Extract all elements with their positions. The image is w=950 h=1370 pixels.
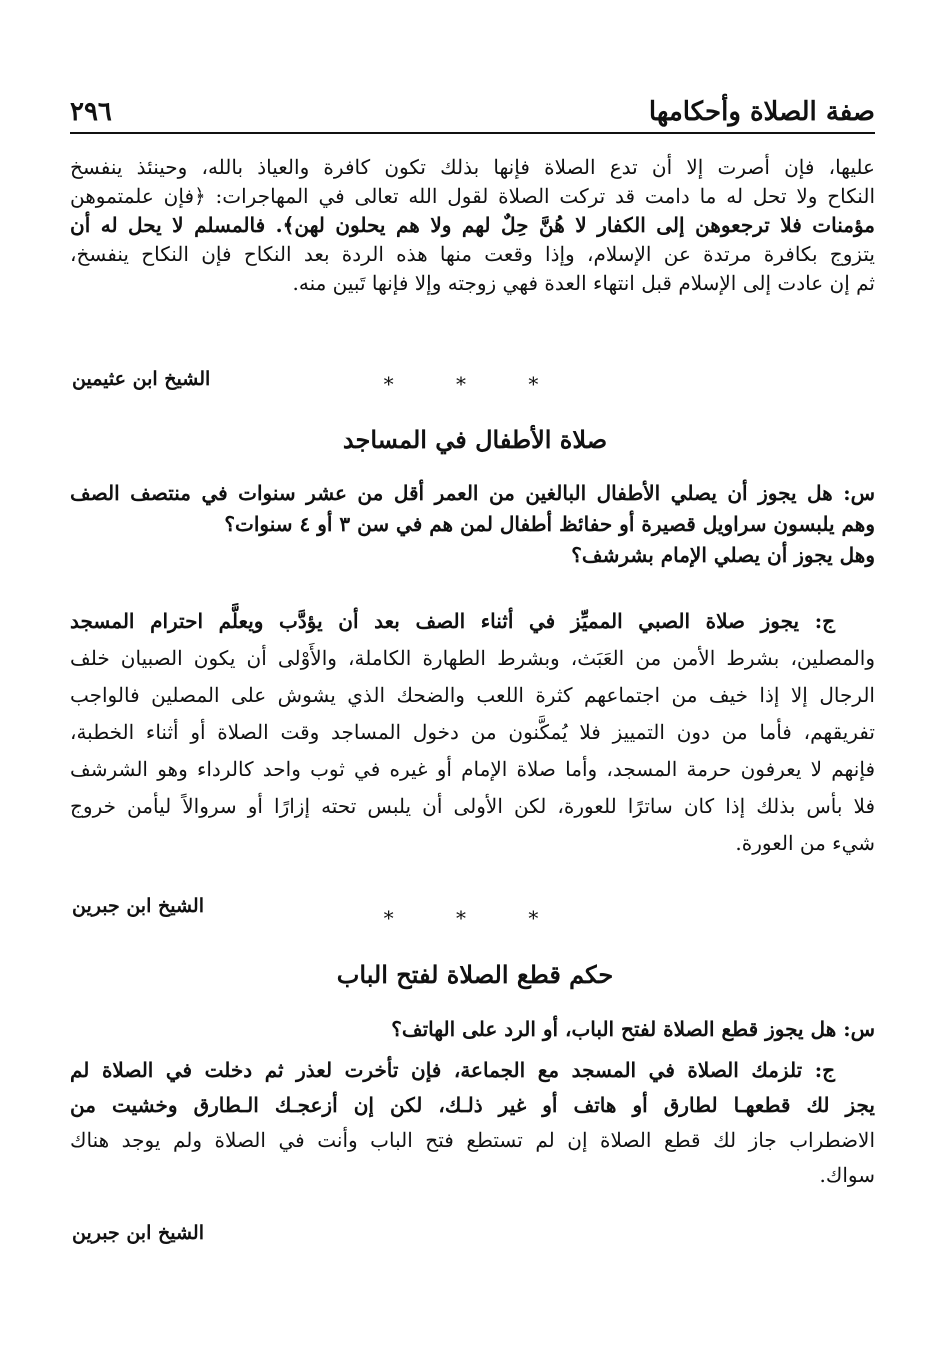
- intro-line: عليها، فإن أصرت إلا أن تدع الصلاة فإنها بذلك تكون كافرة والعياذ بالله، وحينئذ ينفسخ: [70, 155, 875, 179]
- answer-line: يجز لك قطعهـا لطارق أو هاتف أو غير ذلـك، لكن إن أزعجـك الـطارق وخشيت من: [70, 1093, 875, 1117]
- author-signature: الشيخ ابن جبرين: [72, 1222, 204, 1244]
- section-title: حكم قطع الصلاة لفتح الباب: [336, 960, 614, 989]
- question-block: [70, 478, 875, 571]
- answer-line: والمصلين، بشرط الأمن من العَبَث، وبشرط الطهارة الكاملة، والأَوْلى أن يكون الصبيان خلف: [70, 646, 875, 670]
- answer-line: فلا بأس بذلك إذا كان ساترًا للعورة، لكن الأولى أن يلبس تحته إزارًا أو سروالاً ليأمن خروج: [70, 794, 875, 818]
- answer-line: ج: تلزمك الصلاة في المسجد مع الجماعة، فإن تأخرت لعذر ثم دخلت في الصلاة لم: [70, 1058, 835, 1082]
- answer-line: سواك.: [819, 1163, 875, 1187]
- question-line: وهل يجوز أن يصلي الإمام بشرشف؟: [571, 543, 875, 567]
- answer-line: ج: يجوز صلاة الصبي المميِّز في أثناء الصف بعد أن يؤدَّب ويعلَّم احترام المسجد: [70, 609, 835, 633]
- separator-stars: * * *: [383, 372, 567, 396]
- author-signature: الشيخ ابن جبرين: [72, 895, 204, 917]
- intro-line: النكاح ولا تحل له ما دامت قد تركت الصلاة لقول الله تعالى في المهاجرات: ﴿فإن علمتموهن: [70, 184, 875, 208]
- answer-line: فإنهم لا يعرفون حرمة المسجد، وأما صلاة الإمام أو غيره في ثوب واحد كالرداء وهو الشرشف: [70, 757, 875, 781]
- section-title: صلاة الأطفال في المساجد: [342, 425, 608, 454]
- intro-line: يتزوج بكافرة مرتدة عن الإسلام، وإذا وقعت منها هذه الردة بعد النكاح فإن النكاح ينفسخ،: [70, 242, 875, 266]
- answer-line: تفريقهم، فأما من دون التمييز فلا يُمكَّنون من دخول المساجد وقت الصلاة أو أثناء الخطبة،: [70, 720, 875, 744]
- intro-line: مؤمنات فلا ترجعوهن إلى الكفار لا هُنَّ حِلٌ لهم ولا هم يحلون لهن﴾. فالمسلم لا يحل له أن: [70, 213, 875, 237]
- answer-line: الرجال إلا إذا خيف من اجتماعهم كثرة اللعب والضحك الذي يشوش على المصلين فالواجب: [70, 683, 875, 707]
- intro-line: ثم إن عادت إلى الإسلام قبل انتهاء العدة فهي زوجته وإلا فإنها تَبين منه.: [292, 271, 875, 295]
- answer-line: شيء من العورة.: [735, 831, 875, 855]
- book-title: صفة الصلاة وأحكامها: [648, 97, 875, 127]
- answer-block: [70, 603, 875, 862]
- answer-block: [70, 1053, 875, 1193]
- page-number: ٢٩٦: [70, 97, 112, 127]
- question-line: وهم يلبسون سراويل قصيرة أو حفائظ أطفال لمن هم في سن ٣ أو ٤ سنوات؟: [224, 512, 875, 536]
- answer-line: الاضطراب جاز لك قطع الصلاة إن لم تستطع فتح الباب وأنت في الصلاة ولم يوجد هناك: [70, 1128, 875, 1152]
- question-block: [70, 1012, 875, 1046]
- question-line: س: هل يجوز قطع الصلاة لفتح الباب، أو الرد على الهاتف؟: [391, 1017, 875, 1041]
- separator-stars: * * *: [383, 906, 567, 930]
- question-line: س: هل يجوز أن يصلي الأطفال البالغين من العمر أقل من عشر سنوات في منتصف الصف: [70, 481, 875, 505]
- author-signature: الشيخ ابن عثيمين: [72, 368, 211, 390]
- page-header: [70, 92, 875, 134]
- intro-paragraph: [70, 153, 875, 298]
